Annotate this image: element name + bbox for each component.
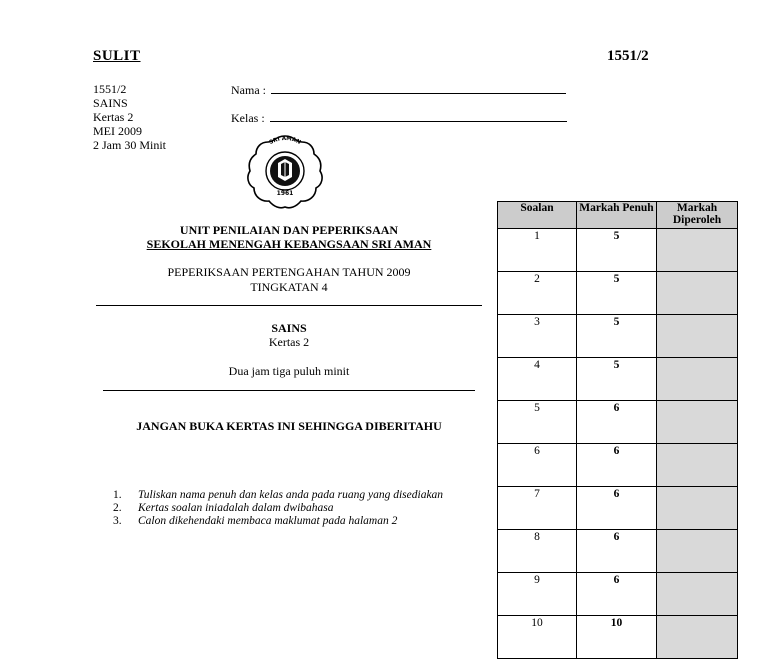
name-label: Nama : bbox=[231, 83, 266, 97]
marks-obtained[interactable] bbox=[657, 315, 738, 358]
warning-text: JANGAN BUKA KERTAS INI SEHINGGA DIBERITAHU bbox=[136, 419, 442, 433]
class-label: Kelas : bbox=[231, 111, 265, 125]
table-row bbox=[498, 358, 738, 401]
svg-text:SRI AMAN bbox=[268, 136, 301, 146]
full-marks: 5 bbox=[577, 358, 657, 401]
form-title: TINGKATAN 4 bbox=[250, 280, 328, 294]
full-marks: 5 bbox=[577, 272, 657, 315]
marks-obtained[interactable] bbox=[657, 616, 738, 659]
col-markah-diperoleh: Markah Diperoleh bbox=[657, 202, 738, 229]
table-row bbox=[498, 315, 738, 358]
divider-top bbox=[96, 305, 482, 306]
question-number: 8 bbox=[498, 530, 577, 573]
marks-obtained[interactable] bbox=[657, 487, 738, 530]
question-number: 3 bbox=[498, 315, 577, 358]
header-sulit: SULIT bbox=[93, 48, 141, 64]
exam-title: PEPERIKSAAN PERTENGAHAN TAHUN 2009 bbox=[167, 265, 411, 279]
question-number: 2 bbox=[498, 272, 577, 315]
instructions-list bbox=[113, 489, 443, 528]
question-number: 4 bbox=[498, 358, 577, 401]
school-crest-icon bbox=[244, 133, 326, 213]
col-markah-penuh: Markah Penuh bbox=[577, 202, 657, 229]
marks-obtained[interactable] bbox=[657, 530, 738, 573]
header-paper-code: 1551/2 bbox=[607, 48, 649, 64]
marks-obtained[interactable] bbox=[657, 573, 738, 616]
unit-title: UNIT PENILAIAN DAN PEPERIKSAAN bbox=[179, 223, 399, 237]
table-row bbox=[498, 530, 738, 573]
full-marks: 6 bbox=[577, 573, 657, 616]
full-marks: 5 bbox=[577, 315, 657, 358]
divider-bottom bbox=[103, 390, 475, 391]
marks-obtained[interactable] bbox=[657, 229, 738, 272]
logo-year: 1961 bbox=[276, 190, 294, 197]
table-row bbox=[498, 444, 738, 487]
paper-meta bbox=[93, 82, 166, 152]
name-line[interactable] bbox=[271, 84, 566, 94]
table-row bbox=[498, 272, 738, 315]
full-marks: 6 bbox=[577, 444, 657, 487]
full-marks: 6 bbox=[577, 487, 657, 530]
marks-table bbox=[497, 201, 738, 659]
table-row bbox=[498, 229, 738, 272]
full-marks: 5 bbox=[577, 229, 657, 272]
question-number: 1 bbox=[498, 229, 577, 272]
instruction-item: 1. Tuliskan nama penuh dan kelas anda pada ruang yang disediakan bbox=[113, 489, 444, 501]
class-line[interactable] bbox=[270, 112, 567, 122]
marks-obtained[interactable] bbox=[657, 444, 738, 487]
question-number: 7 bbox=[498, 487, 577, 530]
table-row bbox=[498, 487, 738, 530]
subject-name: SAINS bbox=[271, 321, 307, 335]
full-marks: 10 bbox=[577, 616, 657, 659]
col-soalan: Soalan bbox=[498, 202, 577, 229]
meta-date: MEI 2009 bbox=[93, 124, 142, 138]
full-marks: 6 bbox=[577, 401, 657, 444]
question-number: 6 bbox=[498, 444, 577, 487]
marks-obtained[interactable] bbox=[657, 358, 738, 401]
marks-obtained[interactable] bbox=[657, 401, 738, 444]
full-marks: 6 bbox=[577, 530, 657, 573]
question-number: 5 bbox=[498, 401, 577, 444]
meta-paper: Kertas 2 bbox=[93, 110, 134, 124]
meta-duration: 2 Jam 30 Minit bbox=[93, 138, 167, 152]
table-row bbox=[498, 573, 738, 616]
subject-duration: Dua jam tiga puluh minit bbox=[228, 364, 350, 378]
instruction-item: 2. Kertas soalan iniadalah dalam dwibahasa bbox=[113, 502, 334, 514]
table-row bbox=[498, 401, 738, 444]
class-field[interactable] bbox=[231, 111, 567, 126]
instruction-item: 3. Calon dikehendaki membaca maklumat pada halaman 2 bbox=[113, 515, 398, 527]
name-field[interactable] bbox=[231, 83, 566, 98]
marks-obtained[interactable] bbox=[657, 272, 738, 315]
subject-paper: Kertas 2 bbox=[268, 335, 310, 349]
marks-table-header bbox=[498, 202, 738, 229]
logo-text: SRI AMAN bbox=[268, 135, 302, 146]
table-row bbox=[498, 616, 738, 659]
meta-code: 1551/2 bbox=[93, 82, 127, 96]
school-title: SEKOLAH MENENGAH KEBANGSAAN SRI AMAN bbox=[146, 237, 432, 251]
question-number: 10 bbox=[498, 616, 577, 659]
question-number: 9 bbox=[498, 573, 577, 616]
meta-subject: SAINS bbox=[93, 96, 128, 110]
